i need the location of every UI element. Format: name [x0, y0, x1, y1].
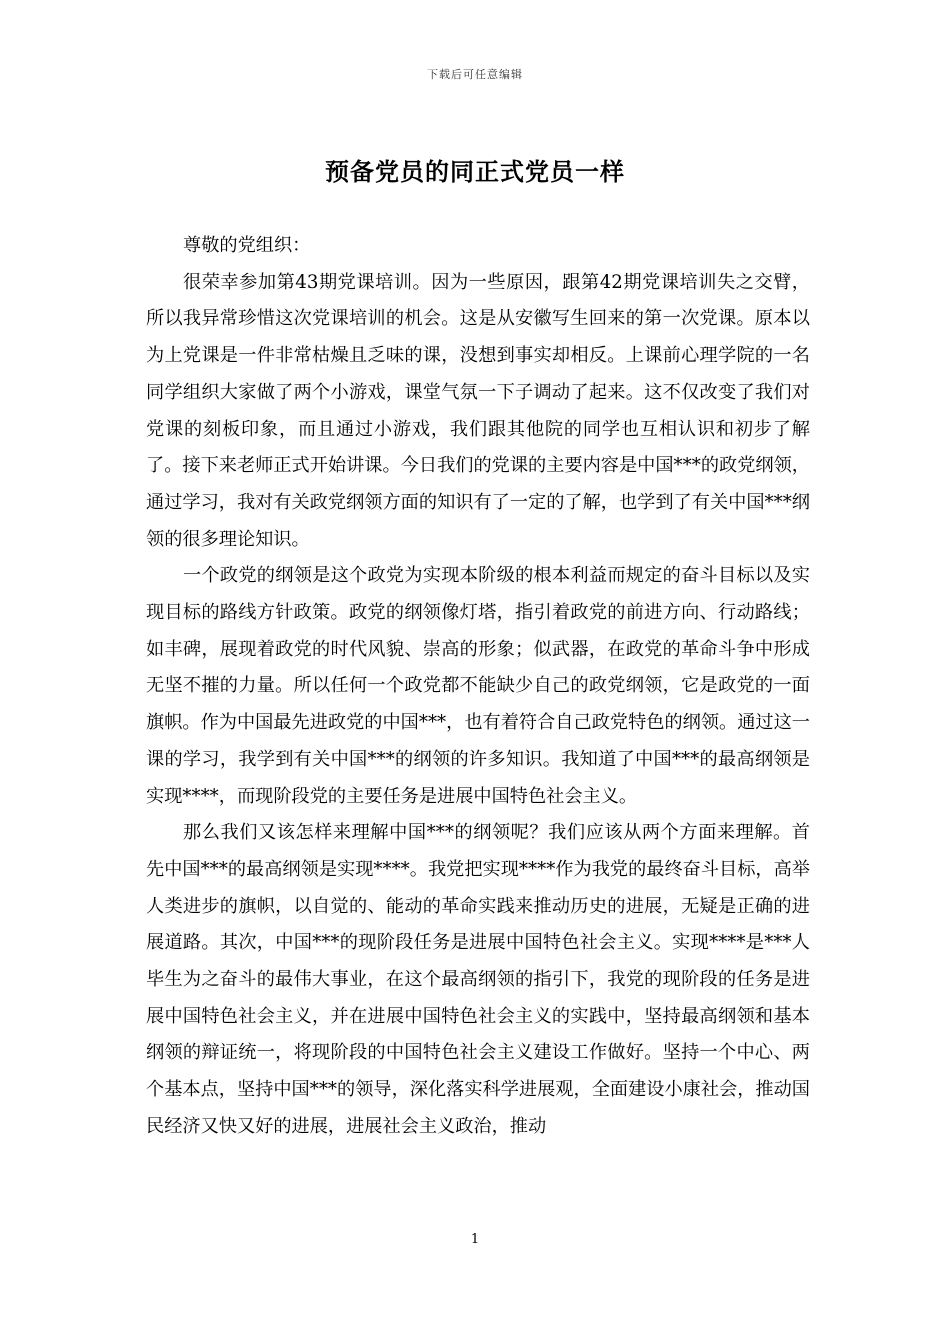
header-note: 下载后可任意编辑	[427, 68, 523, 81]
paragraph-3: 那么我们又该怎样来理解中国***的纲领呢？我们应该从两个方面来理解。首先中国***的最高纲领是实现****。我党把实现****作为我党的最终奋斗目标，高举人类进步的旗帜，以自觉的、能动的革命实践来推动历史的进展，无疑是正确的进展道路。其次，中国***的现阶段任务是进展中国特色社会主义。实现****是***人毕生为之奋斗的最伟大事业，在这个最高纲领的指引下，我党的现阶段的任务是进展中国特色社会主义，并在进展中国特色社会主义的实践中，坚持最高纲领和基本纲领的辩证统一，将现阶段的中国特色社会主义建设工作做好。坚持一个中心、两个基本点，坚持中国***的领导，深化落实科学进展观，全面建设小康社会，推动国民经济又快又好的进展，进展社会主义政治，推动	[146, 822, 810, 1137]
document-title: 预备党员的同正式党员一样	[325, 157, 625, 186]
salutation: 尊敬的党组织：	[183, 235, 311, 256]
page-number: 1	[470, 1232, 480, 1247]
paragraph-2: 一个政党的纲领是这个政党为实现本阶级的根本利益而规定的奋斗目标以及实现目标的路线方针政策。政党的纲领像灯塔，指引着政党的前进方向、行动路线；如丰碑，展现着政党的时代风貌、崇高的形象；似武器，在政党的革命斗争中形成无坚不摧的力量。所以任何一个政党都不能缺少自己的政党纲领，它是政党的一面旗帜。作为中国最先进政党的中国***，也有着符合自己政党特色的纲领。通过这一课的学习，我学到有关中国***的纲领的许多知识。我知道了中国***的最高纲领是实现****，而现阶段党的主要任务是进展中国特色社会主义。	[146, 565, 810, 807]
paragraph-1: 很荣幸参加第43期党课培训。因为一些原因，跟第42期党课培训失之交臂，所以我异常珍惜这次党课培训的机会。这是从安徽写生回来的第一次党课。原本以为上党课是一件非常枯燥且乏味的课，没想到事实却相反。上课前心理学院的一名同学组织大家做了两个小游戏，课堂气氛一下子调动了起来。这不仅改变了我们对党课的刻板印象，而且通过小游戏，我们跟其他院的同学也互相认识和初步了解了。接下来老师正式开始讲课。今日我们的党课的主要内容是中国***的政党纲领，通过学习，我对有关政党纲领方面的知识有了一定的了解，也学到了有关中国***纲领的很多理论知识。	[146, 271, 810, 550]
document-body	[146, 228, 810, 1146]
